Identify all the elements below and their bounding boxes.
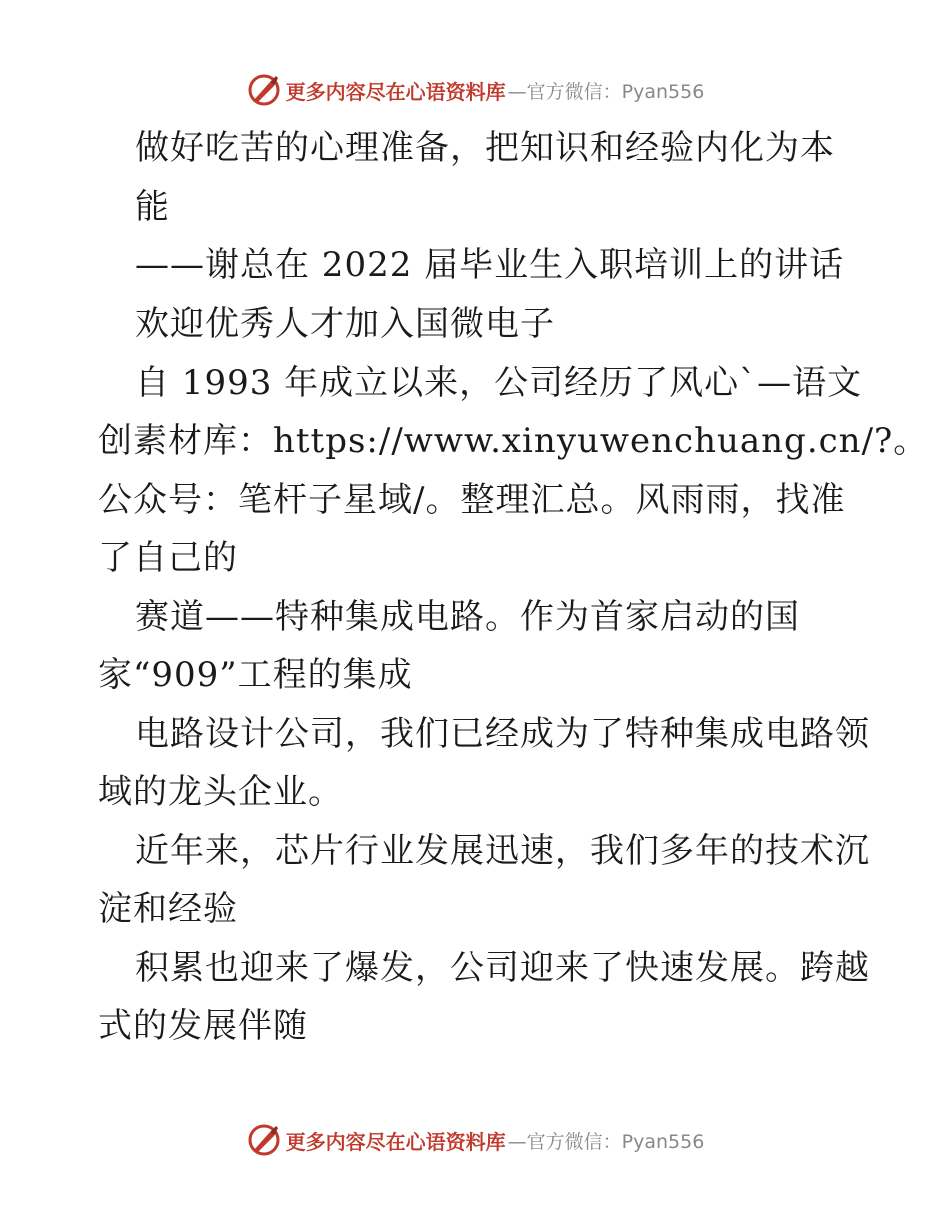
footer-banner (0, 1120, 950, 1160)
text-line: 电路设计公司，我们已经成为了特种集成电路领 (135, 714, 870, 754)
text-line: 域的龙头企业。 (98, 772, 343, 812)
text-line: 做好吃苦的心理准备，把知识和经验内化为本 (135, 128, 835, 168)
banner-red-text: 更多内容尽在心语资料库 (285, 1129, 506, 1154)
banner-gray-text: —官方微信：Pyan556 (507, 1130, 705, 1153)
text-line: 积累也迎来了爆发，公司迎来了快速发展。跨越 (135, 948, 870, 988)
banner-gray-text: —官方微信：Pyan556 (507, 80, 705, 103)
text-line: 家“909”工程的集成 (98, 655, 413, 695)
text-line: 自 1993 年成立以来，公司经历了风心`—语文 (135, 363, 863, 403)
text-line: 了自己的 (98, 538, 238, 578)
text-line: 淀和经验 (98, 889, 238, 929)
text-line: 欢迎优秀人才加入国微电子 (135, 304, 555, 344)
text-line: ——谢总在 2022 届毕业生入职培训上的讲话 (135, 245, 845, 285)
text-line: 式的发展伴随 (98, 1006, 308, 1046)
text-line: 赛道——特种集成电路。作为首家启动的国 (135, 597, 800, 637)
text-line: 能 (135, 187, 170, 227)
text-line: 创素材库：https://www.xinyuwenchuang.cn/?。 (98, 421, 929, 461)
banner-red-text: 更多内容尽在心语资料库 (285, 79, 506, 104)
text-line: 近年来，芯片行业发展迅速，我们多年的技术沉 (135, 831, 870, 871)
pen-logo-icon (246, 1122, 282, 1158)
text-line: 公众号：笔杆子星域/。整理汇总。风雨雨，找准 (98, 480, 846, 520)
